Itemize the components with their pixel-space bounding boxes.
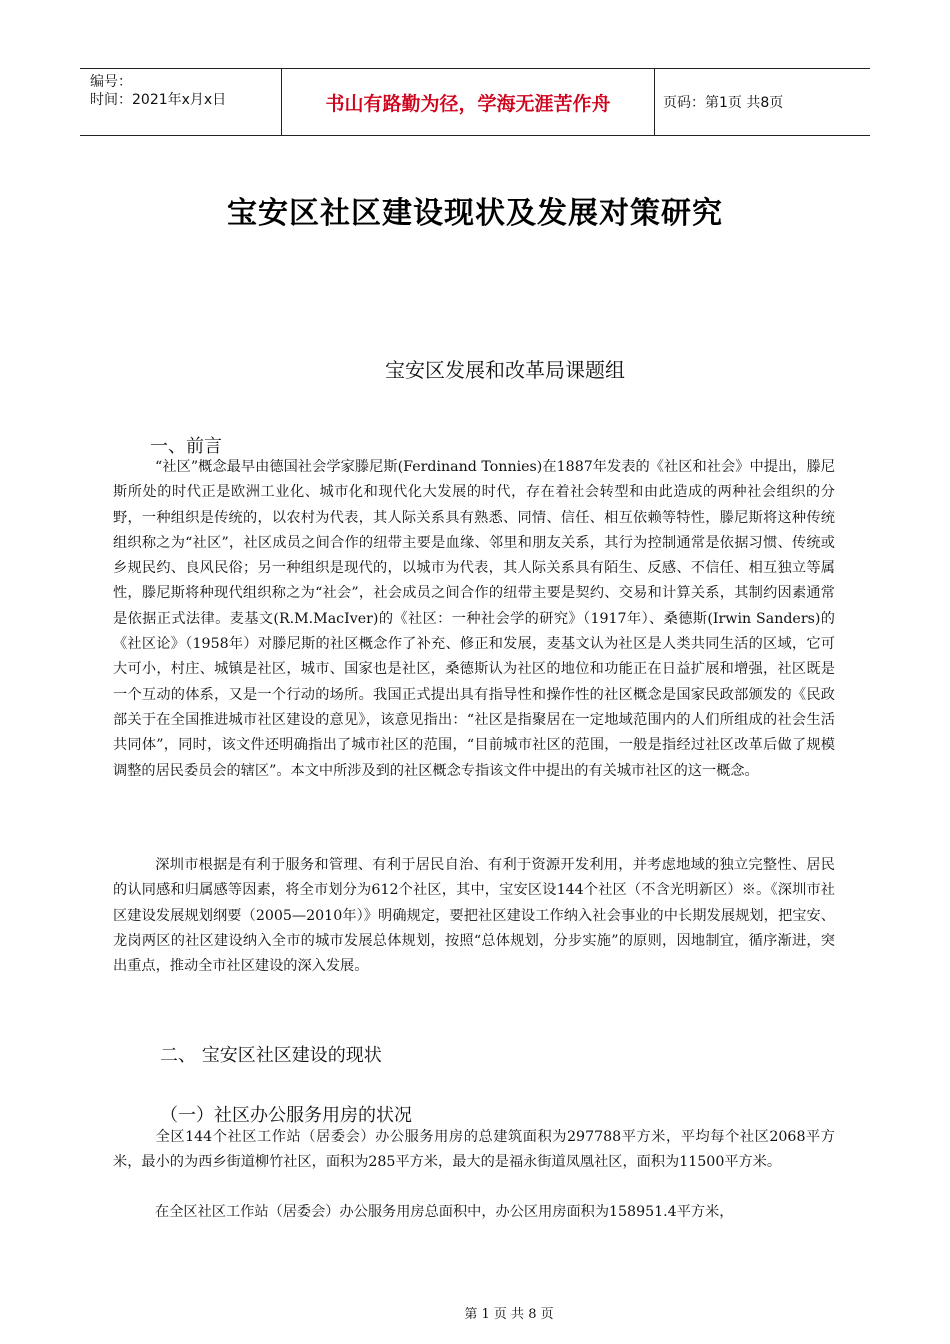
page-info-cell — [655, 69, 870, 135]
document-title: 宝安区社区建设现状及发展对策研究 — [227, 196, 723, 231]
paragraph-text: 全区144个社区工作站（居委会）办公服务用房的总建筑面积为297788平方米，平均每个社区2068平方米，最小的为西乡街道柳竹社区，面积为285平方米，最大的是福永街道凤凰社区，面积为11500平方米。 — [113, 1129, 835, 1171]
paragraph-preface-1 — [113, 455, 835, 784]
paragraph-text: 深圳市根据是有利于服务和管理、有利于居民自治、有利于资源开发利用，并考虑地域的独立完整性、居民的认同感和归属感等因素，将全市划分为612个社区，其中，宝安区设144个社区（不含光明新区）※。《深圳市社区建设发展规划纲要（2005—2010年）》明确规定，要把社区建设工作纳入社会事业的中长期发展规划，把宝安、龙岗两区的社区建设纳入全市的城市发展总体规划，按照“总体规划，分步实施”的原则，因地制宜，循序渐进，突出重点，推动全市社区建设的深入发展。 — [113, 857, 835, 975]
paragraph-office-1 — [113, 1125, 835, 1176]
page-footer: 第 1 页 共 8 页 — [464, 1307, 554, 1322]
paragraph-text: “社区”概念最早由德国社会学家滕尼斯(Ferdinand Tonnies)在1887年发表的《社区和社会》中提出，滕尼斯所处的时代正是欧洲工业化、城市化和现代化大发展的时代，存在着社会转型和由此造成的两种社会组织的分野，一种组织是传统的，以农村为代表，其人际关系具有熟悉、同情、信任、相互依赖等特性，滕尼斯将这种传统组织称之为“社区”，社区成员之间合作的纽带主要是血缘、邻里和朋友关系，其行为控制通常是依据习惯、传统或乡规民约、良风民俗；另一种组织是现代的，以城市为代表，其人际关系具有陌生、反感、不信任、相互独立等属性，滕尼斯将种现代组织称之为“社会”，社会成员之间合作的纽带主要是契约、交易和计算关系，其制约因素通常是依据正式法律。麦基文(R.M.MacIver)的《社区：一种社会学的研究》（1917年）、桑德斯(Irwin Sanders)的《社区论》（1958年）对滕尼斯的社区概念作了补充、修正和发展，麦基文认为社区是人类共同生活的区域，它可大可小，村庄、城镇是社区，城市、国家也是社区，桑德斯认为社区的地位和功能正在日益扩展和增强，社区既是一个互动的体系，又是一个行动的场所。我国正式提出具有指导性和操作性的社区概念是国家民政部颁发的《民政部关于在全国推进城市社区建设的意见》，该意见指出：“社区是指聚居在一定地域范围内的人们所组成的社会生活共同体”，同时，该文件还明确指出了城市社区的范围，“目前城市社区的范围，一般是指经过社区改革后做了规模调整的居民委员会的辖区”。本文中所涉及到的社区概念专指该文件中提出的有关城市社区的这一概念。 — [113, 459, 835, 779]
motto: 书山有路勤为径，学海无涯苦作舟 — [325, 92, 611, 115]
author-line: 宝安区发展和改革局课题组 — [385, 358, 625, 382]
heading-status: 二、 宝安区社区建设的现状 — [160, 1045, 382, 1066]
number-label: 编号： — [90, 74, 132, 90]
motto-cell — [282, 69, 655, 135]
heading-preface: 一、前言 — [150, 436, 222, 457]
page-info: 页码：第1页 共8页 — [663, 95, 784, 111]
paragraph-text: 在全区社区工作站（居委会）办公服务用房总面积中，办公区用房面积为158951.4平方米， — [155, 1204, 734, 1220]
header-meta-cell — [80, 69, 282, 135]
header-table — [80, 68, 870, 136]
paragraph-office-2 — [113, 1200, 835, 1225]
date-line: 时间：2021年x月x日 — [90, 92, 227, 108]
paragraph-preface-2 — [113, 853, 835, 979]
heading-office-space: （一）社区办公服务用房的状况 — [160, 1105, 412, 1126]
